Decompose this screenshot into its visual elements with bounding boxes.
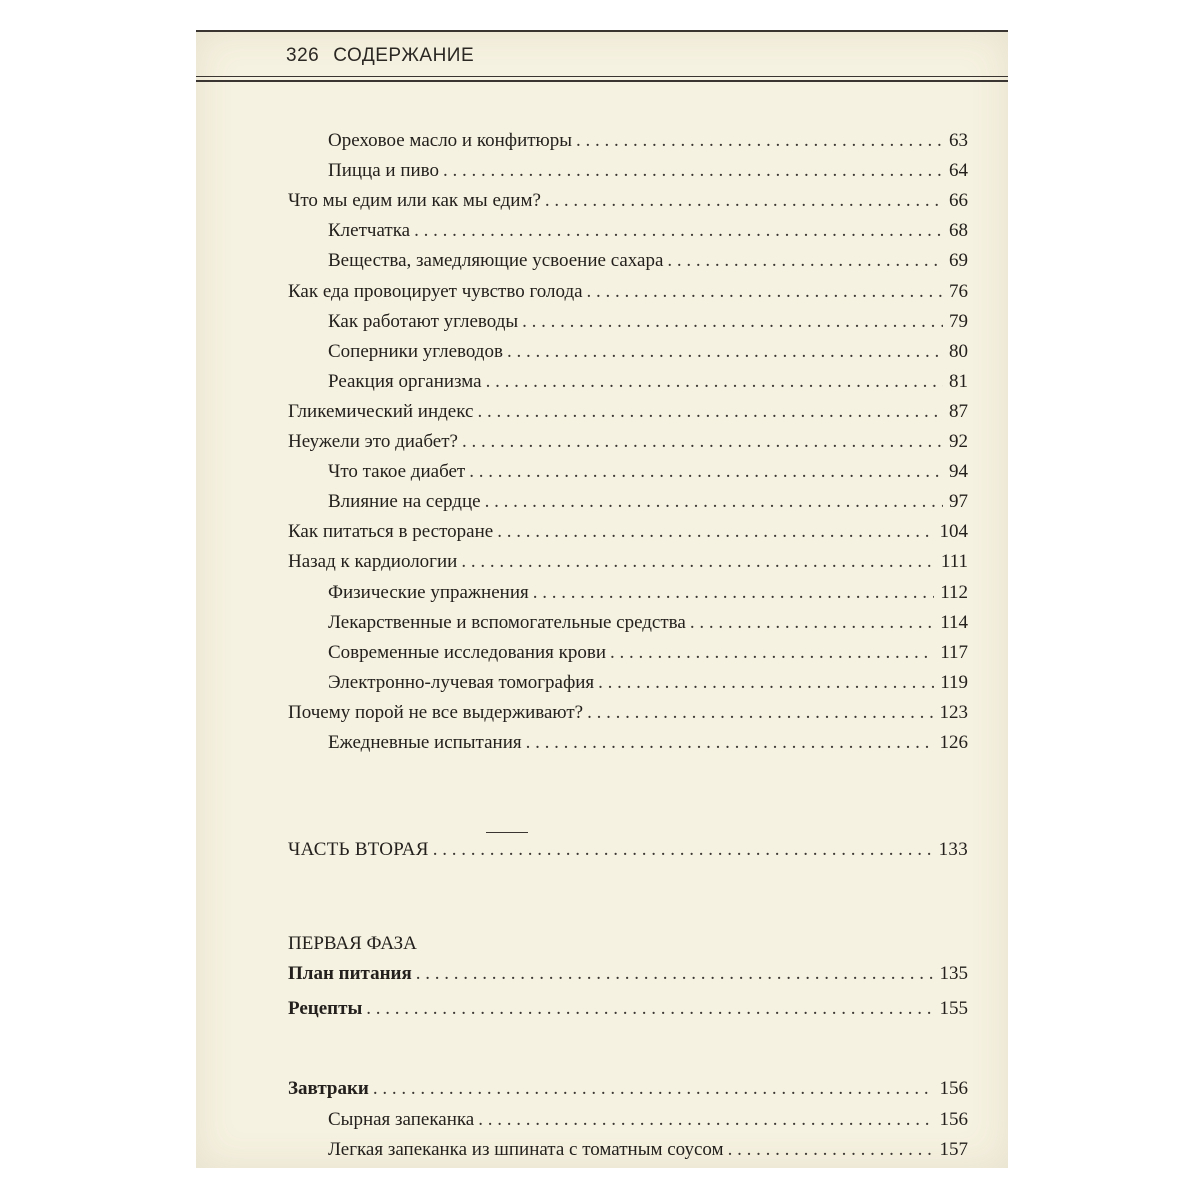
table-of-contents <box>196 30 1008 1168</box>
toc-subentry <box>328 130 968 160</box>
dot-leader <box>486 371 943 393</box>
toc-subentry <box>328 642 968 672</box>
dot-leader <box>667 250 943 272</box>
entry-title: Назад к кардиологии <box>288 551 458 572</box>
entry-title: Как еда провоцирует чувство голода <box>288 281 583 302</box>
entry-title: Лекарственные и вспомогательные средства <box>328 612 686 633</box>
dot-leader <box>690 612 934 634</box>
toc-subentry <box>328 311 968 341</box>
dot-leader <box>469 461 943 483</box>
entry-page-number: 92 <box>949 431 968 452</box>
entry-page-number: 133 <box>938 839 968 860</box>
entry-page-number: 68 <box>949 220 968 241</box>
entry-page-number: 112 <box>940 582 968 603</box>
toc-bold-entry <box>288 963 968 993</box>
section-divider <box>486 832 528 833</box>
toc-subentry <box>328 672 968 702</box>
dot-leader <box>533 582 934 604</box>
toc-subentry <box>328 250 968 280</box>
toc-subentry <box>328 1109 968 1139</box>
toc-entry <box>288 190 968 220</box>
dot-leader <box>728 1139 934 1161</box>
entry-page-number: 104 <box>939 521 968 542</box>
book-page <box>196 30 1008 1168</box>
entry-title: Сырная запеканка <box>328 1109 475 1130</box>
dot-leader <box>443 160 943 182</box>
entry-title: Как питаться в ресторане <box>288 521 494 542</box>
dot-leader <box>497 521 933 543</box>
dot-leader <box>576 130 943 152</box>
toc-bold-entry <box>288 1078 968 1108</box>
entry-page-number: 76 <box>949 281 968 302</box>
entry-title: Неужели это диабет? <box>288 431 458 452</box>
entry-title: Ежедневные испытания <box>328 732 522 753</box>
toc-subentry <box>328 732 968 762</box>
toc-bold-entry <box>288 998 968 1028</box>
entry-title: Как работают углеводы <box>328 311 519 332</box>
entry-page-number: 87 <box>949 401 968 422</box>
entry-page-number: 123 <box>939 702 968 723</box>
entry-title: Пицца и пиво <box>328 160 440 181</box>
dot-leader <box>598 672 934 694</box>
entry-page-number: 63 <box>949 130 968 151</box>
dot-leader <box>461 551 935 573</box>
entry-title: План питания <box>288 963 412 984</box>
part-two-entry <box>288 839 968 869</box>
toc-subentry <box>328 220 968 250</box>
toc-entry <box>288 431 968 461</box>
dot-leader <box>373 1078 934 1100</box>
toc-entry <box>288 401 968 431</box>
entry-page-number: 97 <box>949 491 968 512</box>
entry-title: Клетчатка <box>328 220 411 241</box>
dot-leader <box>485 491 943 513</box>
entry-page-number: 80 <box>949 341 968 362</box>
entry-page-number: 66 <box>949 190 968 211</box>
entry-page-number: 69 <box>949 250 968 271</box>
entry-page-number: 111 <box>940 551 968 572</box>
entry-page-number: 156 <box>939 1109 968 1130</box>
dot-leader <box>477 401 943 423</box>
entry-title: Что мы едим или как мы едим? <box>288 190 541 211</box>
entry-title: Современные исследования крови <box>328 642 607 663</box>
toc-subentry <box>328 491 968 521</box>
entry-title: Электронно-лучевая томография <box>328 672 595 693</box>
entry-page-number: 79 <box>949 311 968 332</box>
entry-page-number: 155 <box>939 998 968 1019</box>
toc-subentry <box>328 461 968 491</box>
dot-leader <box>587 702 933 724</box>
phase-heading: ПЕРВАЯ ФАЗА <box>288 933 417 954</box>
dot-leader <box>507 341 943 363</box>
dot-leader <box>416 963 934 985</box>
dot-leader <box>414 220 943 242</box>
entry-page-number: 126 <box>939 732 968 753</box>
dot-leader <box>587 281 943 303</box>
header-page-number: 326 <box>286 45 320 66</box>
toc-entry <box>288 281 968 311</box>
dot-leader <box>366 998 933 1020</box>
dot-leader <box>610 642 934 664</box>
toc-subentry <box>328 371 968 401</box>
toc-subentry <box>328 160 968 190</box>
entry-title: Рецепты <box>288 998 363 1019</box>
entry-title: Легкая запеканка из шпината с томатным соусом <box>328 1139 724 1160</box>
header-title: СОДЕРЖАНИЕ <box>333 45 475 66</box>
entry-page-number: 114 <box>940 612 968 633</box>
toc-subentry <box>328 1139 968 1169</box>
dot-leader <box>526 732 934 754</box>
entry-page-number: 119 <box>940 672 968 693</box>
dot-leader <box>433 839 933 861</box>
entry-title: Соперники углеводов <box>328 341 503 362</box>
entry-title: ЧАСТЬ ВТОРАЯ <box>288 839 429 860</box>
dot-leader <box>522 311 943 333</box>
entry-page-number: 157 <box>939 1139 968 1160</box>
entry-page-number: 94 <box>949 461 968 482</box>
toc-subentry <box>328 341 968 371</box>
entry-title: Вещества, замедляющие усвоение сахара <box>328 250 664 271</box>
dot-leader <box>545 190 943 212</box>
entry-title: Реакция организма <box>328 371 482 392</box>
toc-subentry <box>328 582 968 612</box>
toc-entry <box>288 702 968 732</box>
entry-title: Завтраки <box>288 1078 369 1099</box>
entry-page-number: 156 <box>939 1078 968 1099</box>
entry-title: Что такое диабет <box>328 461 466 482</box>
entry-page-number: 64 <box>949 160 968 181</box>
entry-title: Влияние на сердце <box>328 491 481 512</box>
toc-entry <box>288 551 968 581</box>
entry-page-number: 117 <box>940 642 968 663</box>
entry-title: Ореховое масло и конфитюры <box>328 130 573 151</box>
dot-leader <box>462 431 943 453</box>
entry-page-number: 135 <box>939 963 968 984</box>
entry-title: Почему порой не все выдерживают? <box>288 702 584 723</box>
entry-title: Гликемический индекс <box>288 401 474 422</box>
entry-title: Физические упражнения <box>328 582 529 603</box>
entry-page-number: 81 <box>949 371 968 392</box>
toc-subentry <box>328 612 968 642</box>
toc-entry <box>288 521 968 551</box>
dot-leader <box>478 1109 933 1131</box>
